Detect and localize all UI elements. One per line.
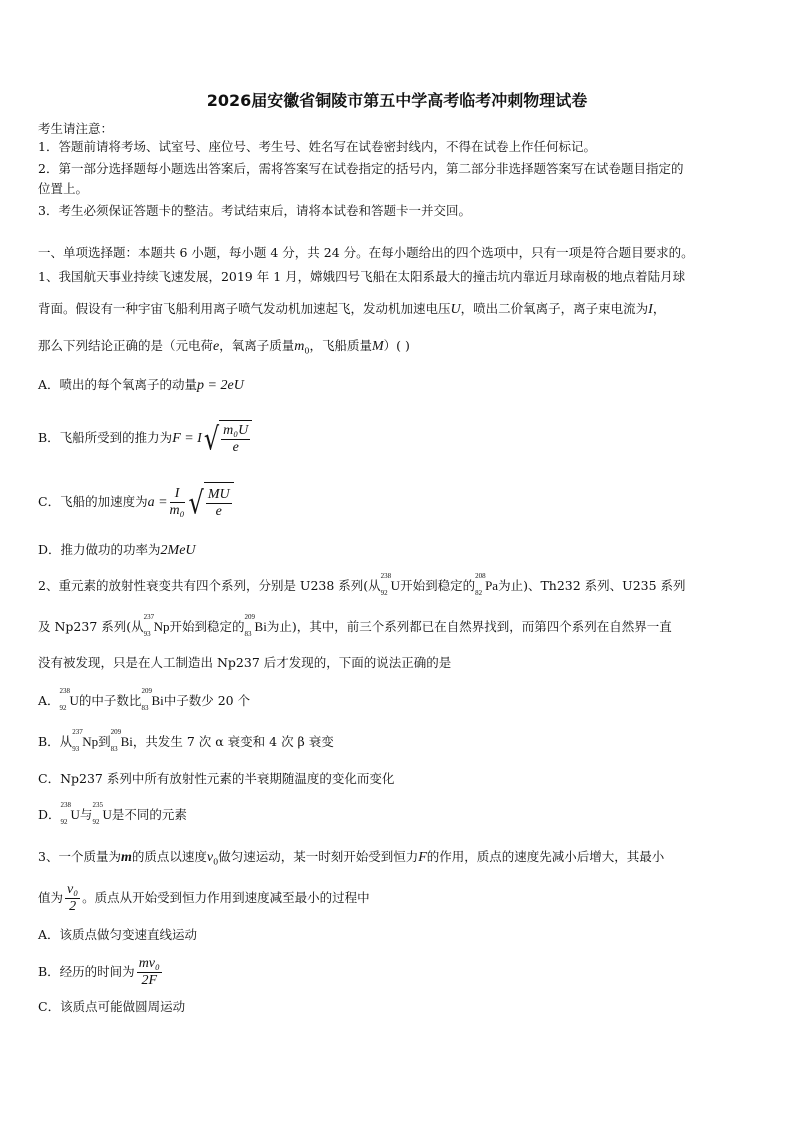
denominator: e [215, 504, 222, 519]
isotope-np237 [72, 728, 99, 753]
q3-text: 做匀速运动，某一时刻开始受到恒力 [218, 849, 419, 864]
isotope-bi209 [110, 728, 133, 753]
q1-option-d [38, 541, 196, 560]
formula: F = I [172, 431, 202, 446]
numerator: mv₀ [138, 956, 160, 971]
atomic-number: 83 [244, 630, 252, 638]
notice-item-1: 1．答题前请将考场、试室号、座位号、考生号、姓名写在试卷密封线内，不得在试卷上作任何标记。 [38, 139, 596, 154]
denominator: 2 [69, 899, 77, 914]
fraction [206, 487, 232, 520]
q3-text: 值为 [38, 890, 64, 905]
q1-text: ，飞船质量 [309, 338, 372, 353]
option-label: D． [38, 807, 61, 822]
q3-text: 3、一个质量为 [38, 849, 121, 864]
atomic-number: 93 [72, 745, 80, 753]
denominator: m₀ [169, 503, 185, 518]
q1-stem-line3 [38, 337, 410, 361]
q1-option-c [38, 482, 234, 523]
radical-sign: √ [203, 420, 220, 457]
isotope-u235 [92, 801, 112, 826]
element-symbol: Np [153, 619, 170, 634]
subscript-0: 0 [304, 346, 310, 356]
formula: 2MeU [160, 543, 196, 558]
q1-option-a [38, 376, 244, 395]
atomic-number: 92 [92, 818, 100, 826]
option-text: 是不同的元素 [111, 807, 187, 822]
isotope-bi209 [244, 613, 267, 638]
section-heading: 一、单项选择题：本题共 6 小题，每小题 4 分，共 24 分。在每小题给出的四个选项中，只有一项是符合题目要求的。 [38, 245, 694, 260]
page-title: 2026届安徽省铜陵市第五中学高考临考冲刺物理试卷 [206, 91, 588, 110]
q2-text: 开始到稳定的 [400, 578, 476, 593]
q2-stem-line1 [38, 572, 686, 597]
symbol-e: e [213, 339, 220, 354]
fraction [221, 423, 250, 456]
q2-text: 开始到稳定的 [169, 619, 245, 634]
atomic-number: 92 [380, 589, 388, 597]
q3-text: 的质点以速度 [131, 849, 207, 864]
q3-option-c: C．该质点可能做圆周运动 [38, 999, 186, 1014]
option-text: ，共发生 7 次 α 衰变和 4 次 β 衰变 [132, 734, 334, 749]
q2-text: 为止)，其中，前三个系列都已在自然界找到，而第四个系列在自然界一直 [266, 619, 672, 634]
option-text: B．经历的时间为 [38, 964, 135, 979]
radical-sign: √ [188, 484, 204, 521]
q3-text: 。质点从开始受到恒力作用到速度减至最小的过程中 [82, 890, 370, 905]
option-text: 中子数少 20 个 [163, 693, 251, 708]
option-text: D．推力做功的功率为 [38, 542, 161, 557]
element-symbol: Np [82, 734, 99, 749]
q2-text: 2、重元素的放射性衰变共有四个系列，分别是 U238 系列(从 [38, 578, 381, 593]
mass-number: 237 [143, 613, 155, 621]
isotope-u238 [59, 687, 79, 712]
option-text: 与 [79, 807, 93, 822]
option-text: 到 [98, 734, 111, 749]
numerator: I [170, 486, 185, 503]
numerator: m₀U [223, 423, 249, 438]
q1-text: ， [652, 301, 666, 316]
radicand [204, 482, 234, 523]
radicand [219, 420, 252, 457]
atomic-number: 82 [475, 589, 483, 597]
isotope-u238 [60, 801, 80, 826]
notice-item-2: 2．第一部分选择题每小题选出答案后，需将答案写在试卷指定的括号内，第二部分非选择题答案写在试卷题目指定的 [38, 161, 684, 176]
mass-number: 209 [110, 728, 122, 736]
q2-text: 为止)、Th232 系列、U235 系列 [498, 578, 686, 593]
q3-stem-line2 [38, 880, 370, 916]
option-text: 的中子数比 [78, 693, 142, 708]
isotope-np237 [143, 613, 170, 638]
symbol-U: U [450, 302, 461, 317]
notice-heading: 考生请注意： [38, 121, 114, 136]
q3-text: 的作用，质点的速度先减小后增大，其最小 [426, 849, 665, 864]
element-symbol: U [102, 807, 112, 822]
q3-option-a: A．该质点做匀变速直线运动 [38, 927, 198, 942]
numerator: v₀ [67, 882, 79, 897]
symbol-m0: m [294, 339, 305, 354]
symbol-F: F [418, 850, 427, 865]
isotope-u238 [380, 572, 401, 597]
q2-option-a [38, 687, 251, 712]
q2-stem-line3: 没有被发现，只是在人工制造出 Np237 后才发现的，下面的说法正确的是 [38, 655, 452, 670]
atomic-number: 83 [141, 704, 149, 712]
mass-number: 208 [475, 572, 486, 580]
denominator: e [232, 440, 239, 455]
q1-text: ，喷出二价氧离子，离子束电流为 [460, 301, 649, 316]
q1-text: 那么下列结论正确的是（元电荷 [38, 338, 214, 353]
element-symbol: U [390, 578, 401, 593]
sqrt [204, 420, 252, 457]
element-symbol: U [69, 693, 79, 708]
q2-option-c: C．Np237 系列中所有放射性元素的半衰期随温度的变化而变化 [38, 771, 395, 786]
subscript-0: 0 [213, 857, 219, 867]
mass-number: 237 [72, 728, 83, 736]
option-text: A．喷出的每个氧离子的动量 [38, 377, 198, 392]
q1-option-b [38, 420, 252, 457]
atomic-number: 92 [59, 704, 67, 712]
option-text: B．从 [38, 734, 73, 749]
fraction [170, 486, 185, 519]
q2-option-b [38, 728, 334, 753]
q1-text: ）( ) [383, 338, 410, 353]
element-symbol: Bi [254, 619, 267, 634]
mass-number: 238 [380, 572, 392, 580]
q3-option-b [38, 954, 164, 990]
element-symbol: Bi [151, 693, 164, 708]
q1-text: 背面。假设有一种宇宙飞船利用离子喷气发动机加速起飞，发动机加速电压 [38, 301, 451, 316]
element-symbol: Pa [485, 578, 499, 593]
atomic-number: 92 [60, 818, 68, 826]
isotope-bi209 [141, 687, 164, 712]
notice-item-2-cont: 位置上。 [38, 181, 89, 196]
q1-stem-line1: 1、我国航天事业持续飞速发展，2019 年 1 月，嫦娥四号飞船在太阳系最大的撞击坑内靠近月球南极的地点着陆月球 [38, 269, 686, 284]
symbol-M: M [371, 339, 384, 354]
q1-text: ，氧离子质量 [219, 338, 295, 353]
q2-option-d [38, 801, 187, 826]
mass-number: 235 [92, 801, 103, 809]
q1-stem-line2 [38, 300, 665, 319]
sqrt [189, 482, 234, 523]
option-text: B．飞船所受到的推力为 [38, 430, 173, 445]
denominator: 2F [141, 973, 158, 988]
symbol-m: m [120, 850, 132, 865]
formula: a = [147, 495, 168, 510]
fraction [65, 882, 80, 915]
formula: p = 2eU [197, 378, 244, 393]
symbol-I: I [648, 302, 653, 317]
notice-item-3: 3．考生必须保证答题卡的整洁。考试结束后，请将本试卷和答题卡一并交回。 [38, 203, 471, 218]
symbol-v0: v [206, 850, 214, 865]
element-symbol: U [70, 807, 80, 822]
isotope-pa208 [475, 572, 499, 597]
q2-text: 及 Np237 系列(从 [38, 619, 144, 634]
q3-stem-line1 [38, 848, 664, 872]
mass-number: 238 [60, 801, 72, 809]
element-symbol: Bi [120, 734, 133, 749]
mass-number: 209 [141, 687, 152, 695]
q2-stem-line2 [38, 613, 672, 638]
option-label: A． [38, 693, 60, 708]
fraction [137, 956, 162, 989]
numerator: MU [207, 487, 230, 502]
mass-number: 209 [244, 613, 256, 621]
atomic-number: 83 [110, 745, 118, 753]
mass-number: 238 [59, 687, 71, 695]
option-text: C．飞船的加速度为 [38, 494, 148, 509]
atomic-number: 93 [143, 630, 151, 638]
